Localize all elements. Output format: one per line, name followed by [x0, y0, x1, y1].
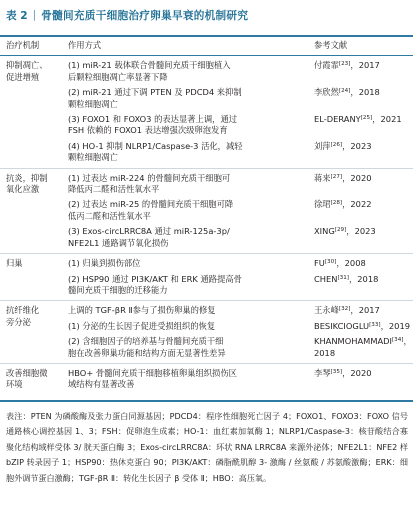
method-cell — [62, 83, 310, 110]
reference-author: EL-DERANY — [314, 114, 361, 125]
reference-year: ，2018 — [350, 87, 380, 98]
reference-author: FU — [314, 258, 325, 269]
reference-cell — [310, 332, 413, 363]
method-line: FSH 依赖的 FOXO1 表达增强次级卵泡发育 — [68, 125, 228, 136]
mechanism-label: 归巢 — [6, 258, 23, 269]
reference-author: CHEN — [314, 273, 338, 284]
method-cell — [62, 137, 310, 168]
method-line: (2) HSP90 通过 PI3K/AKT 和 ERK 通路提高骨 — [68, 273, 242, 284]
mechanism-label: 抗纤维化 — [6, 305, 40, 316]
method-cell — [62, 301, 310, 317]
method-cell — [62, 317, 310, 332]
table-row — [0, 317, 413, 332]
reference-line — [314, 60, 411, 71]
reference-author: KHANMOHAMMADI — [314, 336, 392, 347]
reference-line — [314, 336, 411, 347]
reference-year: ，2022 — [342, 199, 372, 210]
table-row — [0, 222, 413, 253]
reference-cell — [310, 301, 413, 317]
reference-line — [314, 305, 411, 316]
header-mechanism: 治疗机制 — [0, 37, 62, 56]
reference-citation: [29] — [334, 227, 347, 234]
table-number: 表 2 — [6, 9, 28, 22]
method-line: 颗粒细胞凋亡 — [68, 152, 118, 163]
header-method: 作用方式 — [62, 37, 310, 56]
reference-cell — [310, 222, 413, 253]
method-cell — [62, 332, 310, 363]
reference-cell — [310, 317, 413, 332]
method-cell — [62, 363, 310, 394]
method-line: (2) miR-21 通过下调 PTEN 及 PDCD4 来抑制 — [68, 87, 242, 98]
mechanism-label: 抗炎，抑制 — [6, 172, 48, 183]
reference-line — [314, 141, 411, 152]
method-line: 低丙二醛和活性氧水平 — [68, 210, 151, 221]
method-line: (1) 归巢到损伤部位 — [68, 258, 141, 269]
method-cell — [62, 254, 310, 270]
mechanism-label: 抑制凋亡、 — [6, 60, 48, 71]
method-cell — [62, 110, 310, 137]
mechanism-cell — [0, 254, 62, 301]
method-line: NFE2L1 通路调节氧化损伤 — [68, 237, 169, 248]
reference-citation: [35] — [330, 368, 343, 375]
mechanism-table — [0, 37, 413, 395]
reference-year: ，2020 — [342, 172, 372, 183]
reference-author: BESIKCIOGLU — [314, 320, 370, 331]
table-caption — [6, 4, 248, 26]
reference-author: 徐珺 — [314, 199, 331, 210]
reference-cell — [310, 270, 413, 301]
reference-author: 蒋来 — [314, 172, 331, 183]
method-line: HBO+ 骨髓间充质干细胞移植卵巢组织损伤区 — [68, 367, 237, 378]
reference-citation: [25] — [360, 115, 373, 122]
method-line: (1) 过表达 miR-224 的骨髓间充质干细胞可 — [68, 172, 231, 183]
method-line: 上调的 TGF-βR Ⅱ参与了损伤卵巢的修复 — [68, 305, 216, 316]
reference-year: ，2023 — [342, 140, 372, 151]
reference-line — [314, 114, 411, 125]
table-row — [0, 301, 413, 317]
reference-cell — [310, 56, 413, 83]
reference-cell — [310, 363, 413, 394]
reference-year: ，2018 — [348, 273, 379, 284]
reference-cell — [310, 195, 413, 222]
reference-cell — [310, 110, 413, 137]
mechanism-cell — [0, 168, 62, 253]
reference-citation: [28] — [330, 200, 343, 207]
reference-year: ， — [403, 336, 412, 347]
method-cell — [62, 168, 310, 195]
table-row — [0, 254, 413, 270]
method-line: (3) FOXO1 和 FOXO3 的表达显著上调，通过 — [68, 114, 238, 125]
table-row — [0, 332, 413, 363]
mechanism-label: 环境 — [6, 379, 23, 390]
reference-citation: [26] — [330, 141, 343, 148]
table-row — [0, 363, 413, 394]
reference-line — [314, 226, 411, 237]
method-cell — [62, 270, 310, 301]
reference-author: 付霞霏 — [314, 60, 339, 71]
reference-year: ，2020 — [342, 367, 372, 378]
reference-year: ，2021 — [372, 114, 402, 125]
reference-citation: [23] — [338, 61, 351, 68]
reference-author: 刘萍 — [314, 140, 331, 151]
reference-line — [314, 173, 411, 184]
method-line: (2) 含细胞因子的培养基与骨髓间充质干细 — [68, 336, 224, 347]
reference-author: 李欣然 — [314, 87, 339, 98]
reference-citation: [31] — [337, 274, 349, 281]
reference-citation: [27] — [330, 173, 343, 180]
method-line: 降低丙二醛和活性氧水平 — [68, 184, 160, 195]
method-line: 域结构有显著改善 — [68, 379, 135, 390]
method-line: (3) Exos-circLRRC8A 通过 miR-125a-3p/ — [68, 226, 230, 237]
bottom-rule — [0, 400, 413, 402]
reference-citation: [30] — [324, 259, 337, 266]
reference-year-line: 2018 — [314, 347, 336, 358]
method-line: (1) miR-21 载体联合骨髓间充质干细胞植入 — [68, 60, 231, 71]
table-row — [0, 168, 413, 195]
method-line: 髓间充质干细胞的迁移能力 — [68, 284, 168, 295]
reference-cell — [310, 83, 413, 110]
table-note: 表注：PTEN 为磷酸酶及张力蛋白同源基因；PDCD4：程序性细胞死亡因子 4；FOXO1、FOXO3：FOXO 信号通路核心调控基因 1、3；FSH：促卵泡生成素；HO-1：血红素加氧酶 1；NLRP1/Caspase-3：核苷酸结合寡聚化结构域样受体 3/ 胱天蛋白酶 3；Exos-circLRRC8A：环状 RNA LRRC8A 来源外泌体；NFE2L1：NFE2 样 bZIP 转录因子 1；HSP90：热休克蛋白 90；PI3K/AKT：磷脂酰肌醇 3- 激酶 / 丝氨酸 / 苏氨酸激酶；ERK：细胞外调节蛋白激酶；TGF-βR Ⅱ：转化生长因子 β 受体 Ⅱ；HBO：高压氧。 — [6, 411, 408, 483]
reference-citation: [33] — [369, 321, 381, 328]
reference-year: ，2008 — [336, 258, 366, 269]
reference-line — [314, 199, 411, 210]
method-line: 颗粒细胞凋亡 — [68, 98, 118, 109]
reference-line — [314, 368, 411, 379]
reference-year: ，2017 — [350, 60, 380, 71]
table-row — [0, 83, 413, 110]
reference-cell — [310, 168, 413, 195]
reference-cell — [310, 254, 413, 270]
mechanism-cell — [0, 56, 62, 168]
mechanism-label: 旁分泌 — [6, 316, 31, 327]
table-body — [0, 56, 413, 395]
method-line: 胞在改善卵巢功能和结构方面无显著性差异 — [68, 347, 226, 358]
header-row — [0, 37, 413, 56]
reference-cell — [310, 137, 413, 168]
mechanism-cell — [0, 301, 62, 364]
reference-author: XING — [314, 226, 335, 237]
table-row — [0, 270, 413, 301]
reference-line — [314, 258, 411, 269]
reference-line — [314, 274, 411, 285]
method-line: (1) 分泌的生长因子促进受损组织的恢复 — [68, 320, 216, 331]
reference-citation: [34] — [392, 337, 404, 344]
reference-line — [314, 87, 411, 98]
table-title: 骨髓间充质干细胞治疗卵巢早衰的机制研究 — [41, 9, 249, 22]
method-line: (4) HO-1 抑制 NLRP1/Caspase-3 活化，减轻 — [68, 140, 243, 151]
reference-year: ，2023 — [346, 226, 376, 237]
table-row — [0, 195, 413, 222]
table-row — [0, 137, 413, 168]
reference-author: 王永峰 — [314, 305, 339, 316]
method-cell — [62, 222, 310, 253]
reference-citation: [24] — [338, 88, 351, 95]
mechanism-label: 促进增殖 — [6, 71, 40, 82]
reference-year: ，2019 — [380, 320, 411, 331]
reference-citation: [32] — [338, 306, 351, 313]
table-row — [0, 110, 413, 137]
table-row — [0, 56, 413, 83]
mechanism-label: 氧化应激 — [6, 184, 40, 195]
method-line: (2) 过表达 miR-25 的骨髓间充质干细胞可降 — [68, 199, 234, 210]
mechanism-label: 改善细胞微 — [6, 367, 48, 378]
reference-line — [314, 321, 411, 332]
method-line: 后颗粒细胞凋亡率显著下降 — [68, 71, 168, 82]
method-cell — [62, 56, 310, 83]
header-reference: 参考文献 — [310, 37, 413, 56]
method-cell — [62, 195, 310, 222]
caption-separator: | — [32, 9, 37, 21]
mechanism-cell — [0, 363, 62, 394]
reference-year: ，2017 — [350, 305, 380, 316]
reference-author: 李琴 — [314, 367, 331, 378]
